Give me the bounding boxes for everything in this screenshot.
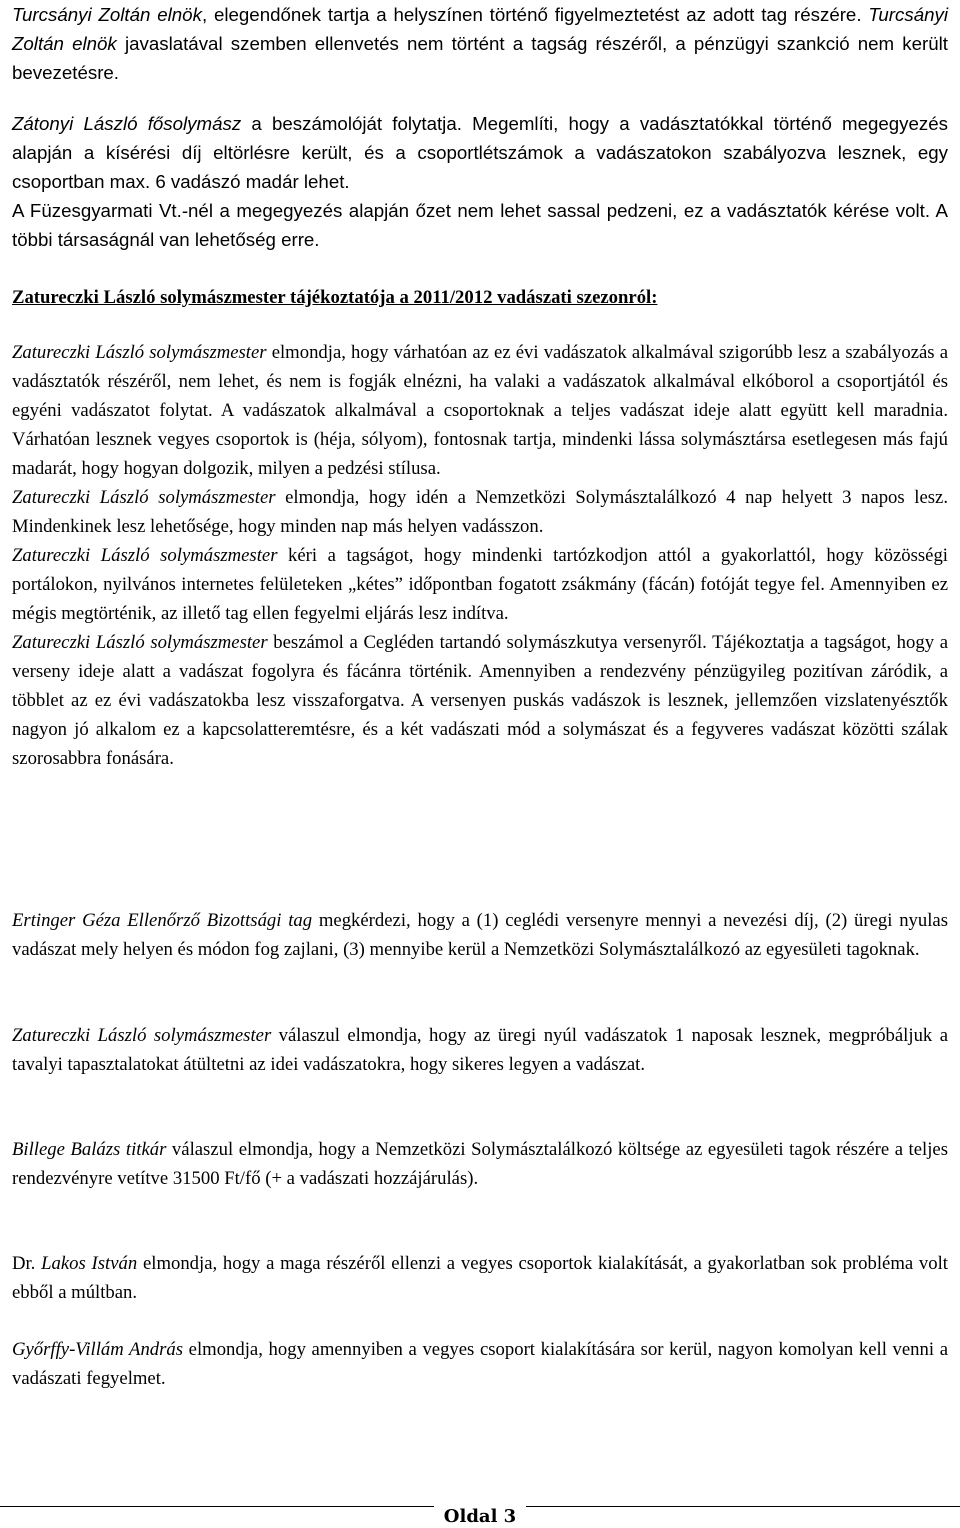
speaker-name: Zatureczki László solymászmester — [12, 632, 268, 653]
paragraph-meeting-duration: Zatureczki László solymászmester elmondja, hogy idén a Nemzetközi Solymásztalálkozó 4 nap helyett 3 napos lesz. Mindenkinek lesz lehetősége, hogy minden nap más helyen vadásszon. — [12, 487, 948, 537]
paragraph-fuzesgyarmat: A Füzesgyarmati Vt.-nél a megegyezés alapján őzet nem lehet sassal pedzeni, ez a vadásztatók kérése volt. A többi társaságnál van lehetőség erre. — [12, 200, 948, 250]
paragraph-answer-hunts: Zatureczki László solymászmester válaszul elmondja, hogy az üregi nyúl vadászatok 1 naposak lesznek, megpróbáljuk a tavalyi tapasztalatokat átültetni az idei vadászatokra, hogy sikeres legyen a vadászat. — [12, 1025, 948, 1075]
speaker-name: Zatureczki László solymászmester — [12, 487, 276, 508]
speaker-name: Győrffy-Villám András — [12, 1339, 184, 1360]
paragraph-social-media: Zatureczki László solymászmester kéri a tagságot, hogy mindenki tartózkodjon attól a gyakorlattól, hogy közösségi portálokon, nyilvános internetes felületeken „kétes” időpontban fogatott zsákmány (fácán) fotóját tegye fel. Amennyiben ez mégis megtörténik, az illető tag ellen fegyelmi eljárás lesz indítva. — [12, 545, 949, 624]
speaker-name: Turcsányi Zoltán elnök — [12, 4, 202, 25]
speaker-name: Zátonyi László fősolymász — [12, 113, 242, 134]
speaker-name: Turcsányi Zoltán elnök — [12, 4, 948, 54]
speaker-name: Zatureczki László solymászmester — [12, 1025, 272, 1046]
paragraph-answer-cost: Billege Balázs titkár válaszul elmondja, hogy a Nemzetközi Solymásztalálkozó költsége az egyesületi tagok részére a teljes rendezvényre vetítve 31500 Ft/fő (+ a vadászati hozzájárulás). — [12, 1139, 948, 1189]
page-number: Oldal 3 — [434, 1506, 526, 1527]
paragraph-fosolymasz-report: Zátonyi László fősolymász a beszámolóját folytatja. Megemlíti, hogy a vadásztatókkal történő megegyezés alapján a kísérési díj eltörlésre került, és a csoportlétszámok a vadászatokon szabályozva lesznek, egy csoportban max. 6 vadászó madár lehet. — [12, 113, 948, 192]
paragraph-mixed-groups-opinion: Dr. Lakos István elmondja, hogy a maga részéről ellenzi a vegyes csoportok kialakítását, a gyakorlatban sok probléma volt ebből a múltban. — [12, 1253, 948, 1303]
section-body — [12, 338, 948, 773]
speaker-name: Zatureczki László solymászmester — [12, 545, 278, 566]
paragraph-dog-competition: Zatureczki László solymászmester beszámol a Cegléden tartandó solymászkutya versenyről. Tájékoztatja a tagságot, hogy a verseny ideje alatt a vadászat fogolyra és fácánra történik. Amennyiben a rendezvény pénzügyileg pozitívan záródik, a többlet az ez évi vadászatokba lesz visszaforgatva. A versenyen puskás vadászok is lesznek, jellemzően vizslatenyésztők nagyon jó alkalom ez a kapcsolatteremtésre, és a két vadászati mód a solymászat és a fegyveres vadászat közötti szálak szorosabbra fonására. — [12, 632, 948, 769]
paragraph-season-rules: Zatureczki László solymászmester elmondja, hogy várhatóan az ez évi vadászatok alkalmával szigorúbb lesz a szabályozás a vadásztatók részéről, nem lehet, és nem is fogják elnézni, ha valaki a vadászatok alkalmával elkóborol a csoportjától és egyéni vadászatot folytat. A vadászatok alkalmával a csoportoknak a teljes vadászat ideje alatt együtt kell maradnia. Várhatóan lesznek vegyes csoportok is (héja, sólyom), fontosnak tartja, mindenki lássa solymásztársa esetlegesen más fajú madarát, hogy hogyan dolgozik, milyen a pedzési stílusa. — [12, 342, 948, 479]
speaker-name: Lakos István — [41, 1253, 138, 1274]
paragraph-question: Ertinger Géza Ellenőrző Bizottsági tag megkérdezi, hogy a (1) ceglédi versenyre mennyi a nevezési díj, (2) üregi nyulas vadászat mely helyen és módon fog zajlani, (3) mennyibe kerül a Nemzetközi Solymásztalálkozó az egyesületi tagoknak. — [12, 910, 948, 960]
paragraph-discipline: Győrffy-Villám András elmondja, hogy amennyiben a vegyes csoport kialakítására sor kerül, nagyon komolyan kell venni a vadászati fegyelmet. — [12, 1339, 948, 1389]
speaker-name: Ertinger Géza Ellenőrző Bizottsági tag — [12, 910, 313, 931]
section-heading: Zatureczki László solymászmester tájékoztatója a 2011/2012 vadászati szezonról: — [12, 287, 658, 308]
speaker-name: Billege Balázs titkár — [12, 1139, 167, 1160]
paragraph-warning-decision: Turcsányi Zoltán elnök, elegendőnek tartja a helyszínen történő figyelmeztetést az adott tag részére. Turcsányi Zoltán elnök javaslatával szemben ellenvetés nem történt a tagság részéről, a pénzügyi szankció nem került bevezetésre. — [12, 4, 948, 83]
page-footer — [0, 1506, 960, 1528]
speaker-name: Zatureczki László solymászmester — [12, 342, 267, 363]
